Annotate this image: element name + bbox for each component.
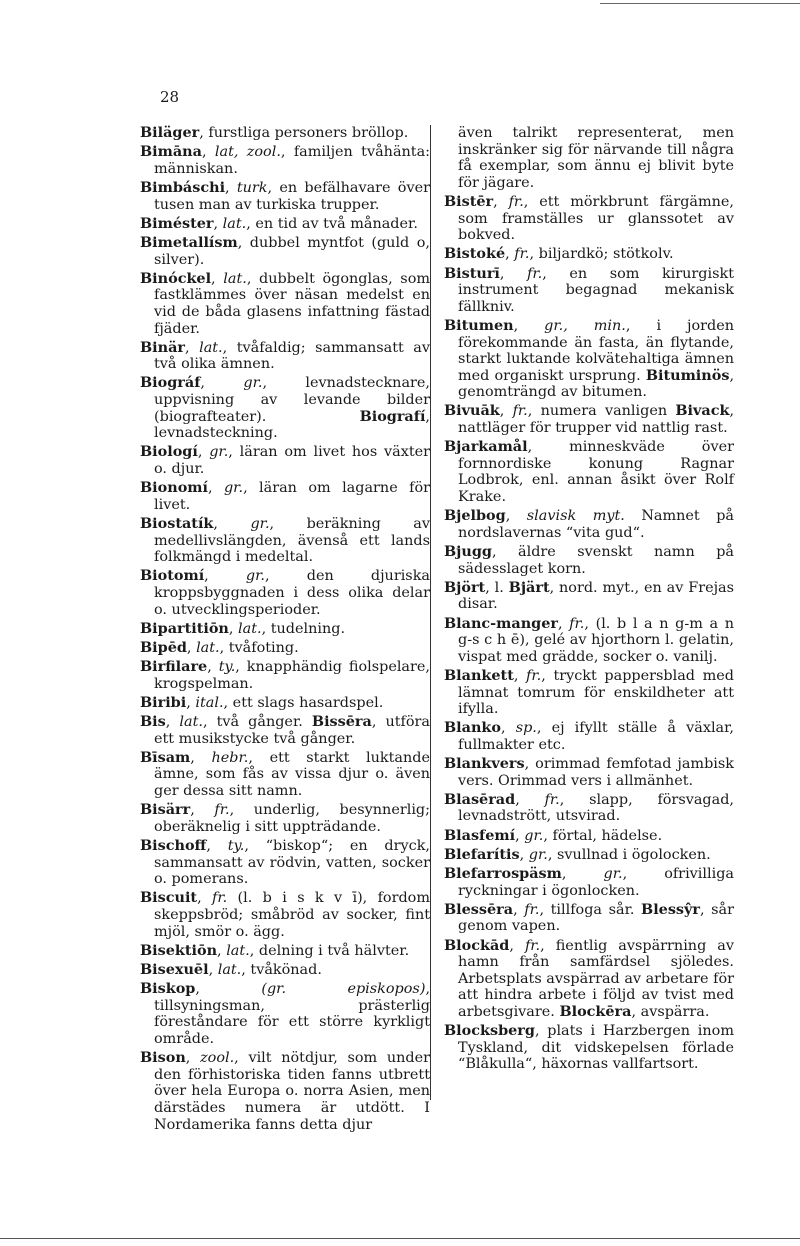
headword: Bipartitiōn — [140, 619, 229, 637]
definition: , dubbel myntfot (guld o, silver). — [154, 234, 430, 268]
headword: Biologí — [140, 443, 198, 461]
language-label: gr. — [250, 516, 270, 532]
headword: Bivack — [675, 402, 730, 420]
definition: , ett slags hasardspel. — [223, 694, 384, 711]
headword: Bivuāk — [444, 402, 500, 420]
headword: Biostatík — [140, 515, 214, 532]
definition: (l. b i s k v ī), fordom skeppsbröd; småbröd av socker, fint mjöl, smör o. ägg. — [154, 890, 430, 940]
dictionary-entry: Biográf, gr., levnadstecknare, uppvisning av levande bilder (biografteater). Biografí, levnadsteckning. — [140, 374, 430, 442]
headword: Bischoff — [140, 837, 207, 855]
language-label: fr. — [526, 667, 542, 684]
definition: , svullnad i ögolocken. — [547, 846, 711, 863]
language-label: fr. — [512, 403, 528, 420]
definition: , numera vanligen — [527, 403, 668, 420]
dictionary-entry: Bistēr, fr., ett mörkbrunt färgämne, som framställes ur glanssotet av bokved. — [444, 192, 735, 244]
language-label: lat. — [217, 961, 242, 978]
dictionary-entry: Bjelbog, slavisk myt. Namnet på nordslavernas “vita gud“. — [444, 507, 734, 541]
headword: Bipēd — [140, 638, 187, 656]
headword: Bimetallísm — [140, 233, 238, 251]
headword: Blefarítis — [444, 845, 520, 863]
headword: Blocksberg — [444, 1022, 535, 1040]
top-rule — [600, 3, 800, 4]
headword: Blanc-manger — [444, 614, 558, 632]
left-column — [140, 125, 430, 1136]
headword: Biografí — [359, 407, 426, 425]
language-label: gr. — [603, 866, 623, 883]
definition: , tillfoga sår. — [539, 901, 635, 918]
headword: Blefarrospäsm — [444, 865, 562, 883]
language-label: fr. — [569, 615, 585, 632]
dictionary-entry: Biscuit, fr. (l. b i s k v ī), fordom skeppsbröd; småbröd av socker, fint mjöl, smör o. ägg. — [140, 889, 430, 940]
definition: , plats i Harzbergen inom Tyskland, dit vidskepelsen förlade “Blåkulla“, häxornas vallfartsort. — [458, 1023, 734, 1073]
definition: , knapphändig fiolspelare, krogspelman. — [154, 659, 430, 692]
definition: , en tid av två månader. — [246, 215, 418, 232]
language-label: turk — [236, 179, 268, 196]
definition: , “biskop“; en dryck, sammansatt av rödvin, vatten, socker o. pomerans. — [154, 838, 430, 888]
definition: , ofrivilliga ryckningar i ögonlocken. — [458, 866, 734, 899]
headword: Blasfemí — [444, 826, 516, 844]
definition: , nattläger för trupper vid nattlig rast. — [458, 403, 735, 437]
definition: , furstliga personers bröllop. — [199, 125, 409, 141]
headword: Binóckel — [140, 269, 212, 287]
definition: , familjen tvåhänta: människan. — [154, 144, 430, 177]
headword: Bitumen — [444, 316, 514, 334]
dictionary-entry: Blefarrospäsm, gr., ofrivilliga ryckningar i ögonlocken. — [444, 865, 734, 899]
definition: , läran om lagarne för livet. — [154, 480, 430, 513]
definition: , tvåfoting. — [219, 639, 299, 656]
dictionary-entry: Biskop, (gr. episkopos), tillsyningsman, prästerlig föreståndare för ett större kyrkligt område. — [140, 980, 431, 1047]
right-column — [444, 125, 734, 1076]
dictionary-entry: Bison, zool., vilt nötdjur, som under den förhistoriska tiden fanns utbrett över hela Europa o. norra Asien, men därstädes numera är utdött. I Nordamerika fanns detta djur — [140, 1049, 431, 1133]
definition: , förtal, hädelse. — [543, 827, 663, 844]
dictionary-entry: Biostatík, gr., beräkning av medellivslängden, ävenså ett lands folkmängd i medeltal. — [140, 515, 430, 566]
headword: Binär — [140, 338, 185, 356]
dictionary-entry — [444, 439, 734, 505]
dictionary-entry — [140, 235, 430, 268]
language-label: lat. — [196, 639, 220, 656]
definition: , sår genom vapen. — [458, 901, 735, 935]
dictionary-entry: Bimbáschi, turk, en befälhavare över tusen man av turkiska trupper. — [140, 178, 430, 213]
headword: Bituminös — [645, 366, 730, 384]
headword: Biskop — [140, 980, 196, 998]
language-label: ital. — [195, 694, 224, 711]
headword: Biläger — [140, 124, 200, 141]
dictionary-entry: Binär, lat., tvåfaldig; sammansatt av två olika ämnen. — [140, 338, 430, 373]
dictionary-entry: Blessēra, fr., tillfoga sår. Blessŷr, sår genom vapen. — [444, 900, 735, 935]
bottom-rule — [0, 1238, 800, 1239]
headword: Bjelbog — [444, 507, 506, 525]
headword: Björt — [444, 578, 486, 596]
definition: , i jorden förekommande än fasta, än flytande, starkt luktande kolvätehaltiga ämnen med organiskt ursprung. — [458, 317, 735, 384]
dictionary-entry: Bipartitiōn, lat., tudelning. — [140, 619, 346, 637]
definition: , slapp, försvagad, levnadstrött, utsvirad. — [458, 791, 734, 825]
headword: Bjärt — [508, 578, 550, 596]
headword: Biográf — [140, 374, 201, 392]
headword: Bionomí — [140, 479, 208, 497]
definition: , ett starkt luktande ämne, som fås av vissa djur o. även ger dessa sitt namn. — [154, 749, 430, 800]
continuation-text: även talrikt representerat, men inskränker sig för närvande till några få exemplar, som ännu ej blivit byte för jägare. — [458, 125, 734, 191]
definition: , avspärra. — [631, 1003, 710, 1020]
dictionary-entry: Bisexuēl, lat., tvåkönad. — [140, 960, 322, 978]
definition: , en befälhavare över tusen man av turkiska trupper. — [154, 179, 430, 213]
definition: , nord. myt., en av Frejas disar. — [458, 579, 735, 613]
dictionary-entry: Bischoff, ty., “biskop“; en dryck, sammansatt av rödvin, vatten, socker o. pomerans. — [140, 837, 430, 888]
definition: , tryckt pappersblad med lämnat tomrum för enskildheter att ifylla. — [458, 667, 734, 718]
definition: , minneskväde över fornnordiske konung Ragnar Lodbrok, enl. annan åsikt över Rolf Krake. — [458, 439, 734, 506]
headword: Blankvers — [444, 755, 525, 773]
column-divider — [430, 125, 431, 1100]
definition: Namnet på nordslavernas “vita gud“. — [458, 508, 734, 541]
definition: , genomträngd av bitumen. — [458, 367, 735, 401]
dictionary-entry: Bīsam, hebr., ett starkt luktande ämne, som fås av vissa djur o. även ger dessa sitt namn. — [140, 748, 430, 800]
dictionary-entry — [444, 1023, 734, 1073]
definition: , ett mörkbrunt färgämne, som framställes ur glanssotet av bokved. — [458, 193, 735, 244]
language-label: fr. — [514, 246, 530, 263]
definition: , ej ifyllt ställe å växlar, fullmakter etc. — [458, 720, 734, 753]
headword: Blankett — [444, 666, 514, 684]
language-label: lat. — [199, 339, 223, 356]
language-label: sp. — [515, 720, 537, 737]
definition: , underlig, besynnerlig; oberäknelig i sitt uppträdande. — [154, 802, 430, 835]
dictionary-entry: Blasērad, fr., slapp, försvagad, levnadstrött, utsvirad. — [444, 790, 734, 825]
definition: , beräkning av medellivslängden, ävenså ett lands folkmängd i medeltal. — [154, 516, 430, 566]
headword: Bīsam — [140, 748, 191, 766]
definition: , tvåfaldig; sammansatt av två olika ämnen. — [154, 339, 430, 373]
dictionary-entry — [444, 756, 734, 789]
headword: Bisturī — [444, 264, 500, 282]
definition: , läran om livet hos växter o. djur. — [154, 444, 430, 478]
headword: Bisärr — [140, 801, 191, 819]
definition: , tudelning. — [261, 620, 346, 637]
headword: Biotomí — [140, 567, 205, 585]
language-label: fr. — [544, 791, 560, 808]
headword: Biscuit — [140, 889, 198, 907]
headword: Blockēra — [559, 1002, 632, 1020]
headword: Bimbáschi — [140, 178, 226, 196]
definition: , två gånger. — [202, 714, 303, 731]
headword: Blockād — [444, 936, 510, 954]
definition: , biljardkö; stötkolv. — [529, 246, 674, 263]
language-label: fr. — [212, 890, 228, 907]
page-number: 28 — [160, 88, 180, 106]
language-label: fr. — [524, 901, 540, 918]
definition: , utföra ett musikstycke två gånger. — [154, 714, 430, 747]
dictionary-entry: Bitumen, gr., min., i jorden förekommande än fasta, än flytande, starkt luktande kolvätehaltiga ämnen med organiskt ursprung. Bituminös, genomträngd av bitumen. — [444, 316, 735, 401]
definition: , levnadstecknare, uppvisning av levande bilder (biografteater). — [154, 375, 430, 425]
dictionary-entry: Bistoké, fr., biljardkö; stötkolv. — [444, 245, 674, 263]
dictionary-entry: Blasfemí, gr., förtal, hädelse. — [444, 826, 663, 844]
dictionary-entry: Birfilare, ty., knapphändig fiolspelare, krogspelman. — [140, 658, 430, 692]
language-label: ty. — [227, 838, 245, 855]
language-label: fr. — [524, 937, 541, 954]
dictionary-entry: Bipēd, lat., tvåfoting. — [140, 638, 299, 656]
definition: , tillsyningsman, prästerlig föreståndare för ett större kyrkligt område. — [154, 981, 431, 1047]
definition: , orimmad femfotad jambisk vers. Orimmad vers i allmänhet. — [458, 756, 734, 789]
dictionary-entry: Blockād, fr., fientlig avspärrning av hamn från samfärdsel sjöledes. Arbetsplats avspärrad av arbetare för att hindra arbete i följd av tvist med arbetsgivare. Blockēra, avspärra. — [444, 936, 734, 1020]
headword: Bimāna — [140, 143, 202, 161]
language-label: lat, zool. — [214, 144, 281, 161]
headword: Blessēra — [444, 900, 514, 918]
headword: Bis — [140, 713, 166, 731]
language-label: gr. — [528, 846, 548, 863]
dictionary-entry: Bisektiōn, lat., delning i två hälvter. — [140, 941, 410, 959]
dictionary-entry: Biologí, gr., läran om livet hos växter o. djur. — [140, 443, 430, 478]
dictionary-entry: Bisturī, fr., en som kirurgiskt instrument begagnad mekanisk fällkniv. — [444, 264, 734, 315]
dictionary-entry: Bionomí, gr., läran om lagarne för livet. — [140, 479, 430, 513]
dictionary-entry: Bimāna, lat, zool., familjen tvåhänta: människan. — [140, 143, 430, 177]
headword: Bjugg — [444, 543, 492, 560]
language-label: gr., min. — [544, 317, 626, 334]
definition: , l. — [485, 579, 504, 596]
language-label: slavisk myt. — [526, 508, 625, 525]
headword: Bisektiōn — [140, 941, 218, 959]
headword: Birfilare — [140, 658, 208, 676]
language-label: fr. — [508, 193, 524, 210]
language-label: gr. — [245, 568, 265, 585]
headword: Biméster — [140, 214, 214, 232]
headword: Blanko — [444, 719, 501, 737]
definition: , dubbelt ögonglas, som fastklämmes över näsan medelst en vid de båda glasens infattning fästad fjäder. — [154, 270, 430, 337]
dictionary-entry — [444, 580, 734, 613]
language-label: lat. — [238, 620, 262, 637]
definition: , levnadsteckning. — [154, 408, 430, 442]
dictionary-entry: Blefarítis, gr., svullnad i ögolocken. — [444, 845, 711, 863]
dictionary-entry: Biméster, lat., en tid av två månader. — [140, 214, 418, 232]
language-label: lat. — [179, 714, 203, 731]
headword: Blasērad — [444, 790, 516, 808]
dictionary-entry: Bivuāk, fr., numera vanligen Bivack, nattläger för trupper vid nattlig rast. — [444, 402, 735, 437]
definition: , en som kirurgiskt instrument begagnad mekanisk fällkniv. — [458, 265, 734, 315]
dictionary-entry: Biotomí, gr., den djuriska kroppsbyggnaden i dess olika delar o. utvecklingsperioder. — [140, 567, 430, 618]
definition: , äldre svenskt namn på sädesslaget korn. — [458, 544, 734, 577]
dictionary-entry: Binóckel, lat., dubbelt ögonglas, som fastklämmes över näsan medelst en vid de båda glasens infattning fästad fjäder. — [140, 269, 430, 337]
language-label: gr. — [209, 444, 229, 461]
headword: Biribi — [140, 693, 187, 711]
language-label: hebr. — [211, 749, 249, 766]
headword: Bistēr — [444, 192, 494, 210]
language-label: fr. — [527, 265, 543, 282]
dictionary-entry: Bis, lat., två gånger. Bissēra, utföra ett musikstycke två gånger. — [140, 713, 430, 747]
definition: , fientlig avspärrning av hamn från samfärdsel sjöledes. Arbetsplats avspärrad av arbetare för att hindra arbete i följd av tvist med arbetsgivare. — [458, 937, 734, 1020]
language-label: lat. — [226, 942, 250, 959]
dictionary-entry — [140, 125, 430, 142]
language-label: fr. — [214, 802, 230, 819]
headword: Blessŷr — [641, 900, 700, 918]
headword: Bison — [140, 1049, 186, 1067]
definition: , tvåkönad. — [241, 961, 322, 978]
definition: , (l. b l a n g-m a n g-s c h ē), gelé av hjorthorn l. gelatin, vispat med grädde, socker o. vanilj. — [458, 615, 734, 665]
definition: , den djuriska kroppsbyggnaden i dess olika delar o. utvecklingsperioder. — [154, 568, 430, 618]
dictionary-entry: Blanko, sp., ej ifyllt ställe å växlar, fullmakter etc. — [444, 719, 734, 753]
language-label: zool. — [200, 1050, 235, 1067]
language-label: gr. — [524, 827, 544, 844]
language-label: gr. — [223, 480, 244, 497]
language-label: ty. — [218, 659, 236, 676]
dictionary-entry: Blanc-manger, fr., (l. b l a n g-m a n g-s c h ē), gelé av hjorthorn l. gelatin, vispat med grädde, socker o. vanilj. — [444, 614, 734, 665]
definition: , vilt nötdjur, som under den förhistoriska tiden fanns utbrett över hela Europa o. norra Asien, men därstädes numera är utdött. I Nordamerika fanns detta djur — [154, 1050, 431, 1133]
language-label: lat. — [223, 270, 247, 287]
language-label: lat. — [222, 215, 247, 232]
language-label: gr. — [243, 375, 263, 392]
headword: Bisexuēl — [140, 960, 209, 978]
headword: Bjarkamål — [444, 438, 528, 456]
dictionary-entry: Blankett, fr., tryckt pappersblad med lämnat tomrum för enskildheter att ifylla. — [444, 666, 734, 718]
definition: , delning i två hälvter. — [249, 942, 410, 959]
dictionary-entry: Bisärr, fr., underlig, besynnerlig; oberäknelig i sitt uppträdande. — [140, 801, 430, 835]
headword: Bistoké — [444, 245, 506, 263]
dictionary-entry — [444, 544, 734, 577]
dictionary-entry: Biribi, ital., ett slags hasardspel. — [140, 693, 384, 711]
language-label: (gr. episkopos) — [261, 981, 426, 998]
headword: Bissēra — [311, 713, 372, 731]
